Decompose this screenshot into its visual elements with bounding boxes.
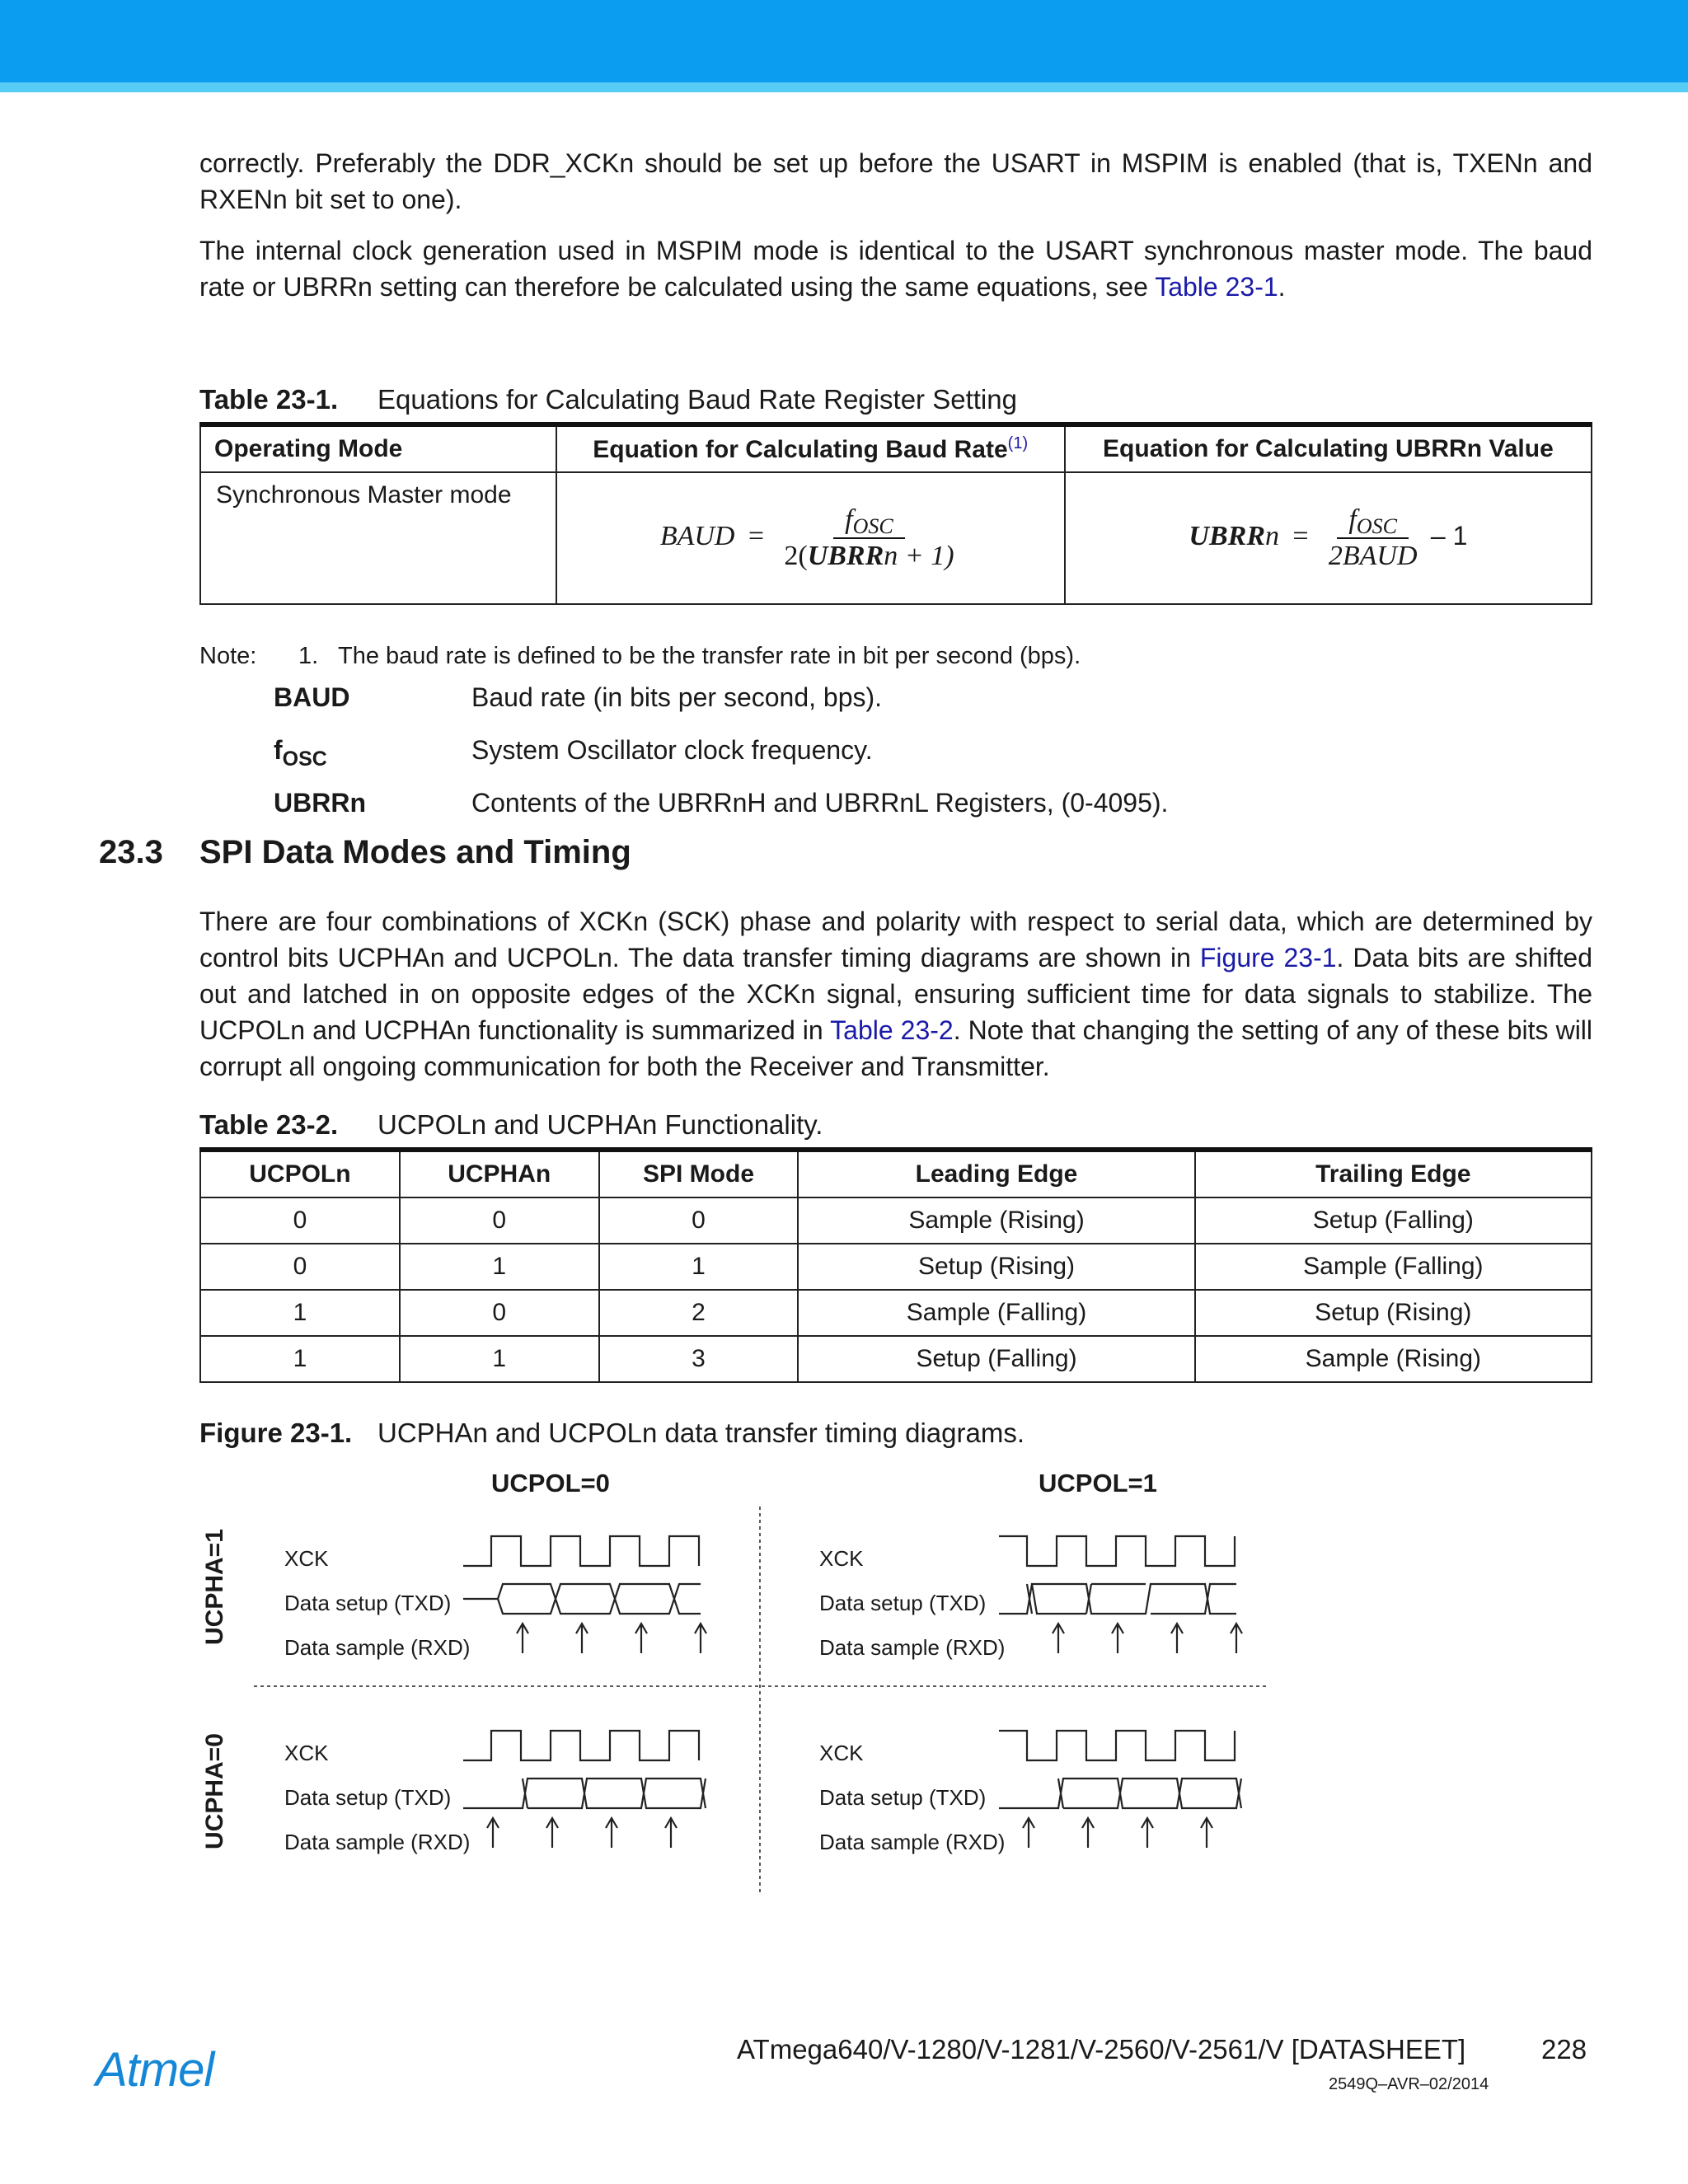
header-operating-mode: Operating Mode: [200, 424, 556, 472]
note-text: The baud rate is defined to be the transfer rate in bit per second (bps).: [338, 643, 1081, 669]
sample-arrows: [517, 1624, 706, 1653]
txd-waveform: [999, 1584, 1236, 1614]
xck-waveform: [463, 1536, 699, 1566]
intro-paragraph-2-text: The internal clock generation used in MSPIM mode is identical to the USART synchronous master mode. The baud rate or UBRRn setting can therefore be calculated using the same equations, see: [199, 236, 1592, 302]
page-number: 228: [1541, 2034, 1587, 2064]
cell-ucphan: 0: [400, 1197, 599, 1244]
table-23-2-title: UCPOLn and UCPHAn Functionality.: [377, 1109, 823, 1140]
figure-23-1-label: Figure 23-1.: [199, 1418, 353, 1448]
cell-ucphan: 1: [400, 1244, 599, 1290]
f-symbol: f: [1348, 504, 1357, 535]
txd-waveform: [463, 1584, 701, 1614]
def-term: UBRRn: [274, 788, 366, 818]
cell-trailing-edge: Setup (Rising): [1195, 1290, 1592, 1336]
header-baud-equation-text: Equation for Calculating Baud Rate: [593, 436, 1008, 463]
f-letter: f: [274, 735, 283, 765]
cell-trailing-edge: Sample (Rising): [1195, 1336, 1592, 1382]
cell-trailing-edge: Sample (Falling): [1195, 1244, 1592, 1290]
sample-arrows: [487, 1818, 677, 1848]
cell-spi-mode: 1: [599, 1244, 799, 1290]
header-ucpoln: UCPOLn: [200, 1150, 400, 1197]
cell-ucpoln: 1: [200, 1336, 400, 1382]
row-head-ucpha0: UCPHA=0: [201, 1733, 228, 1849]
section-text-c: . Note that changing the setting of any of these bits will corrupt all ongoing communication for both the Receiver and Transmitter.: [199, 1015, 1593, 1081]
def-desc: Baud rate (in bits per second, bps).: [471, 682, 883, 712]
ubrr-denominator: 2BAUD: [1328, 541, 1418, 571]
section-text-b: . Data bits are shifted out and latched in on opposite edges of the XCKn signal, ensuring sufficient time for data signals to stabilize. The UCPOLn and UCPHAn functionality is summarized in: [199, 943, 1593, 1045]
section-number: 23.3: [99, 834, 163, 870]
row-head-ucpha1: UCPHA=1: [201, 1529, 228, 1645]
signal-data-setup: Data setup (TXD): [819, 1785, 987, 1810]
header-ubrr-equation: Equation for Calculating UBRRn Value: [1065, 424, 1592, 472]
footer-doc-title: ATmega640/V-1280/V-1281/V-2560/V-2561/V [DATASHEET]: [737, 2034, 1466, 2064]
signal-xck: XCK: [284, 1546, 329, 1571]
table-23-2-link[interactable]: Table 23-2: [830, 1015, 954, 1045]
table-23-1-link[interactable]: Table 23-1: [1155, 272, 1278, 302]
column-head-ucpol1: UCPOL=1: [1039, 1469, 1157, 1497]
equals-sign: =: [1292, 520, 1309, 551]
atmel-logo: Atmel: [96, 2043, 214, 2097]
signal-xck: XCK: [819, 1546, 864, 1571]
note-number: 1.: [298, 643, 319, 669]
table-23-1-title: Equations for Calculating Baud Rate Register Setting: [377, 384, 1017, 415]
signal-data-setup: Data setup (TXD): [284, 1591, 452, 1615]
figure-23-1-title: UCPHAn and UCPOLn data transfer timing diagrams.: [377, 1418, 1025, 1448]
cell-spi-mode: 2: [599, 1290, 799, 1336]
sample-arrows: [1023, 1818, 1212, 1848]
signal-data-sample: Data sample (RXD): [819, 1635, 1006, 1660]
cell-mode: Synchronous Master mode: [200, 472, 556, 604]
def-desc: Contents of the UBRRnH and UBRRnL Registers, (0-4095).: [471, 788, 1169, 818]
cell-leading-edge: Sample (Falling): [798, 1290, 1194, 1336]
note-label: Note:: [199, 643, 257, 669]
cell-ucpoln: 1: [200, 1290, 400, 1336]
f-symbol: f: [845, 504, 853, 535]
cell-ucpoln: 0: [200, 1197, 400, 1244]
cell-ucpoln: 0: [200, 1244, 400, 1290]
cell-ucphan: 0: [400, 1290, 599, 1336]
ubrr-symbol: UBRR: [807, 541, 884, 571]
cell-trailing-edge: Setup (Falling): [1195, 1197, 1592, 1244]
footnote-ref[interactable]: (1): [1007, 434, 1029, 452]
cell-spi-mode: 0: [599, 1197, 799, 1244]
cell-leading-edge: Sample (Rising): [798, 1197, 1194, 1244]
osc-subscript: OSC: [282, 748, 327, 771]
osc-subscript: OSC: [1356, 514, 1397, 538]
section-text-a: There are four combinations of XCKn (SCK) phase and polarity with respect to serial data, which are determined by control bits UCPHAn and UCPOLn. The data transfer timing diagrams are shown in: [199, 907, 1592, 972]
sample-arrows: [1053, 1624, 1242, 1653]
signal-data-sample: Data sample (RXD): [284, 1830, 471, 1854]
signal-data-sample: Data sample (RXD): [819, 1830, 1006, 1854]
cell-leading-edge: Setup (Falling): [798, 1336, 1194, 1382]
header-trailing-edge: Trailing Edge: [1195, 1150, 1592, 1197]
equals-sign: =: [748, 520, 765, 551]
txd-waveform: [463, 1779, 706, 1808]
cell-leading-edge: Setup (Rising): [798, 1244, 1194, 1290]
doc-code: 2549Q–AVR–02/2014: [1329, 2075, 1489, 2093]
ubrr-lhs-var: UBRR: [1189, 520, 1266, 551]
table-23-1-label: Table 23-1.: [199, 384, 339, 415]
xck-waveform: [463, 1731, 699, 1760]
signal-data-sample: Data sample (RXD): [284, 1635, 471, 1660]
cell-spi-mode: 3: [599, 1336, 799, 1382]
section-title: SPI Data Modes and Timing: [199, 834, 631, 870]
txd-waveform: [999, 1779, 1241, 1808]
cell-ucphan: 1: [400, 1336, 599, 1382]
def-desc: System Oscillator clock frequency.: [471, 735, 873, 765]
xck-waveform: [999, 1731, 1235, 1760]
baud-symbol: BAUD: [659, 520, 735, 551]
table-23-2-label: Table 23-2.: [199, 1109, 339, 1140]
figure-23-1-link[interactable]: Figure 23-1: [1199, 943, 1337, 972]
column-head-ucpol0: UCPOL=0: [491, 1469, 610, 1497]
minus-one: – 1: [1430, 520, 1468, 551]
signal-xck: XCK: [284, 1741, 329, 1765]
den-prefix: 2(: [784, 541, 808, 571]
osc-subscript: OSC: [852, 514, 893, 538]
xck-waveform: [999, 1536, 1235, 1566]
header-spi-mode: SPI Mode: [599, 1150, 799, 1197]
den-suffix: n + 1): [884, 541, 954, 571]
header-ucphan: UCPHAn: [400, 1150, 599, 1197]
signal-xck: XCK: [819, 1741, 864, 1765]
header-leading-edge: Leading Edge: [798, 1150, 1194, 1197]
signal-data-setup: Data setup (TXD): [284, 1785, 452, 1810]
def-term: BAUD: [274, 682, 350, 712]
intro-paragraph-2-end: .: [1278, 272, 1286, 302]
intro-paragraph-1: correctly. Preferably the DDR_XCKn should be set up before the USART in MSPIM is enabled (that is, TXENn and RXENn bit set to one).: [199, 148, 1592, 214]
signal-data-setup: Data setup (TXD): [819, 1591, 987, 1615]
ubrr-lhs-n: n: [1265, 520, 1280, 551]
